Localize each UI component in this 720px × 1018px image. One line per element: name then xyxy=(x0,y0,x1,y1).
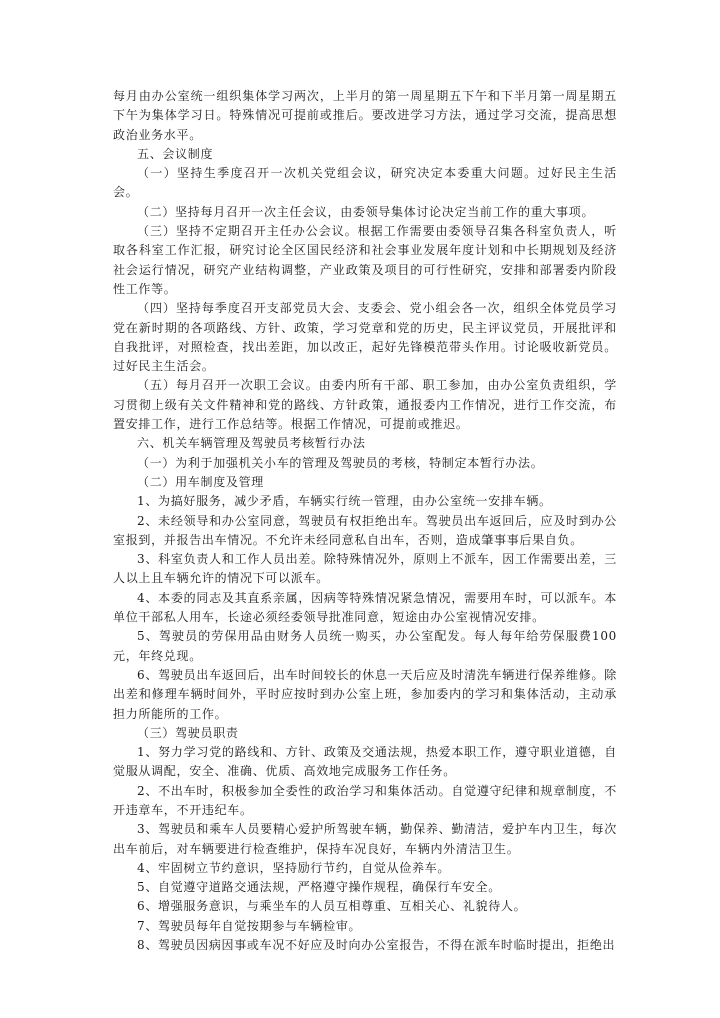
list-item: 2、不出车时，积极参加全委性的政治学习和集体活动。自觉遵守纪律和规章制度，不开违章车，不开违纪车。 xyxy=(113,783,617,817)
paragraph-vehicle-intro: （一）为利于加强机关小车的管理及驾驶员的考核，特制定本暂行办法。 xyxy=(137,455,544,470)
paragraph-meeting-3: （三）坚持不定期召开主任办公会议。根据工作需要由委领导召集各科室负责人，听取各科室工作汇报，研究讨论全区国民经济和社会事业发展年度计划和中长期规划及经济社会运行情况，研究产业结构调整，产业政策及项目的可行性研究，安排和部署委内阶段性工作等。 xyxy=(113,224,617,296)
section-heading-meetings: 五、会议制度 xyxy=(137,146,214,161)
list-item: 4、牢固树立节约意识，坚持励行节约，自觉从俭养车。 xyxy=(137,860,451,875)
list-item: 8、驾驶员因病因事或车况不好应及时向办公室报告，不得在派车时临时提出，拒绝出 xyxy=(137,938,616,953)
list-item: 5、自觉遵守道路交通法规，严格遵守操作规程，确保行车安全。 xyxy=(137,880,501,895)
subheading-driver-duties: （三）驾驶员职责 xyxy=(137,725,239,740)
list-item: 3、驾驶员和乘车人员要精心爱护所驾驶车辆，勤保养、勤清洁，爱护车内卫生，每次出车前后，对车辆要进行检查维护，保持车况良好，车辆内外清洁卫生。 xyxy=(113,822,617,856)
list-item: 1、为搞好服务，减少矛盾，车辆实行统一管理，由办公室统一安排车辆。 xyxy=(137,494,552,509)
list-item: 7、驾驶员每年自觉按期参与车辆检审。 xyxy=(137,918,362,933)
paragraph-meeting-1: （一）坚持生季度召开一次机关党组会议，研究决定本委重大问题。过好民主生活会。 xyxy=(113,166,617,200)
list-item: 5、驾驶员的劳保用品由财务人员统一购买，办公室配发。每人每年给劳保服费100元，年终兑现。 xyxy=(113,629,617,663)
list-item: 6、驾驶员出车返回后，出车时间较长的休息一天后应及时清洗车辆进行保养维修。除出差和修理车辆时间外，平时应按时到办公室上班，参加委内的学习和集体活动，主动承担力所能所的工作。 xyxy=(113,667,617,721)
list-item: 3、科室负责人和工作人员出差。除特殊情况外，原则上不派车，因工作需要出差，三人以上且车辆允许的情况下可以派车。 xyxy=(113,552,617,586)
paragraph-meeting-4: （四）坚持每季度召开支部党员大会、支委会、党小组会各一次，组织全体党员学习党在新时期的各项路线、方针、政策，学习党章和党的历史，民主评议党员，开展批评和自我批评，对照检查，找出差距，加以改正，起好先锋模范带头作用。讨论吸收新党员。过好民主生活会。 xyxy=(113,301,617,374)
list-item: 4、本委的同志及其直系亲属，因病等特殊情况紧急情况，需要用车时，可以派车。本单位干部私人用车，长途必须经委领导批准同意，短途由办公室视情况安排。 xyxy=(113,590,617,625)
paragraph-1: 每月由办公室统一组织集体学习两次，上半月的第一周星期五下午和下半月第一周星期五下午为集体学习日。特殊情况可提前或推后。要改进学习方法，通过学习交流，提高思想政治业务水平。 xyxy=(113,89,617,142)
list-item: 1、努力学习党的路线和、方针、政策及交通法规，热爱本职工作，遵守职业道德，自觉服从调配，安全、准确、优质、高效地完成服务工作任务。 xyxy=(113,745,617,779)
paragraph-meeting-5: （五）每月召开一次职工会议。由委内所有干部、职工参加，由办公室负责组织，学习贯彻上级有关文件精神和党的路线、方针政策，通报委内工作情况，进行工作交流，布置安排工作，进行工作总结等。根据工作情况，可提前或推迟。 xyxy=(113,378,617,432)
list-item: 2、未经领导和办公室同意，驾驶员有权拒绝出车。驾驶员出车返回后，应及时到办公室报到，并报告出车情况。不允许未经同意私自出车，否则，造成肇事事后果自负。 xyxy=(113,513,617,547)
document-page xyxy=(113,87,617,955)
section-heading-vehicles: 六、机关车辆管理及驾驶员考核暂行办法 xyxy=(137,436,366,451)
list-item: 6、增强服务意识，与乘坐车的人员互相尊重、互相关心、礼貌待人。 xyxy=(137,899,527,914)
paragraph-meeting-2: （二）坚持每月召开一次主任会议，由委领导集体讨论决定当前工作的重大事项。 xyxy=(137,204,595,219)
subheading-vehicle-use: （二）用车制度及管理 xyxy=(137,474,265,489)
